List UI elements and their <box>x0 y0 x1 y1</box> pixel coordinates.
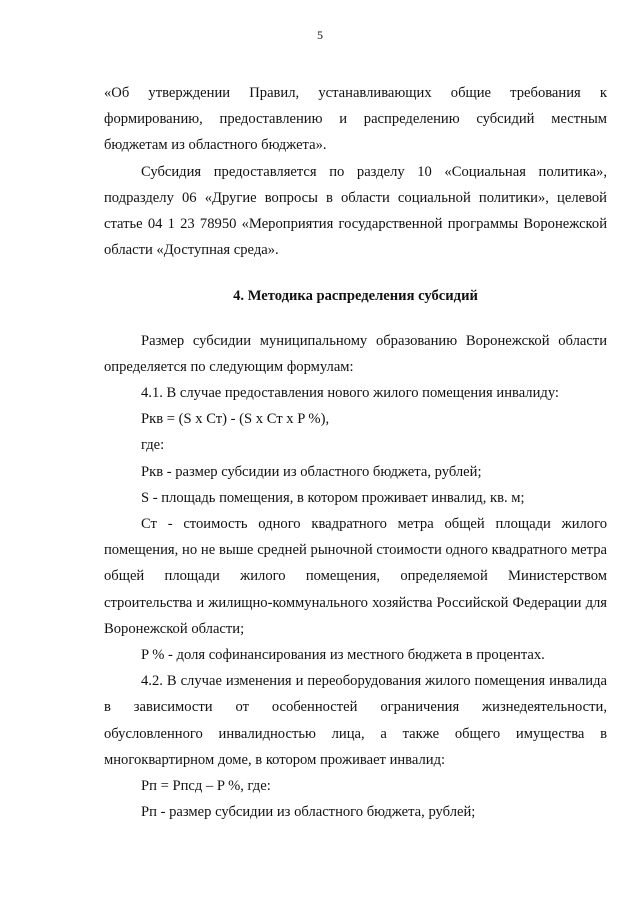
definition-st: Ст - стоимость одного квадратного метра общей площади жилого помещения, но не выше средней рыночной стоимости одного квадратного метра общей площади жилого помещения, определяемой Министерством строительства и жилищно-коммунального хозяйства Российской Федерации для Воронежской области; <box>104 516 607 637</box>
definition-rkv: Ркв - размер субсидии из областного бюджета, рублей; <box>141 463 482 480</box>
document-body <box>104 80 607 825</box>
paragraph-budget-classification: Субсидия предоставляется по разделу 10 «Социальная политика», подразделу 06 «Другие вопросы в области социальной политики», целевой статье 04 1 23 78950 «Мероприятия государственной программы Воронежской области «Доступная среда». <box>104 163 607 259</box>
definition-rp: Рп - размер субсидии из областного бюджета, рублей; <box>141 804 476 821</box>
paragraph-case-4-1: 4.1. В случае предоставления нового жилого помещения инвалиду: <box>141 385 559 402</box>
formula-rp: Рп = Рпсд – P %, где: <box>141 778 271 795</box>
definition-p: P % - доля софинансирования из местного бюджета в процентах. <box>141 647 545 664</box>
definition-s: S - площадь помещения, в котором проживает инвалид, кв. м; <box>141 489 525 506</box>
section-heading: 4. Методика распределения субсидий <box>233 288 478 305</box>
page-number: 5 <box>317 28 323 42</box>
formula-rkv: Ркв = (S x Ст) - (S x Ст x P %), <box>141 411 330 428</box>
where-label: где: <box>141 437 165 454</box>
paragraph-regulation-title: «Об утверждении Правил, устанавливающих общие требования к формированию, предоставлению и распределению субсидий местным бюджетам из областного бюджета». <box>104 85 607 154</box>
paragraph-intro: Размер субсидии муниципальному образованию Воронежской области определяется по следующим формулам: <box>104 332 607 375</box>
paragraph-case-4-2: 4.2. В случае изменения и переоборудования жилого помещения инвалида в зависимости от особенностей ограничения жизнедеятельности, обусловленного инвалидностью лица, а также общего имущества в многоквартирном доме, в котором проживает инвалид: <box>104 673 607 768</box>
